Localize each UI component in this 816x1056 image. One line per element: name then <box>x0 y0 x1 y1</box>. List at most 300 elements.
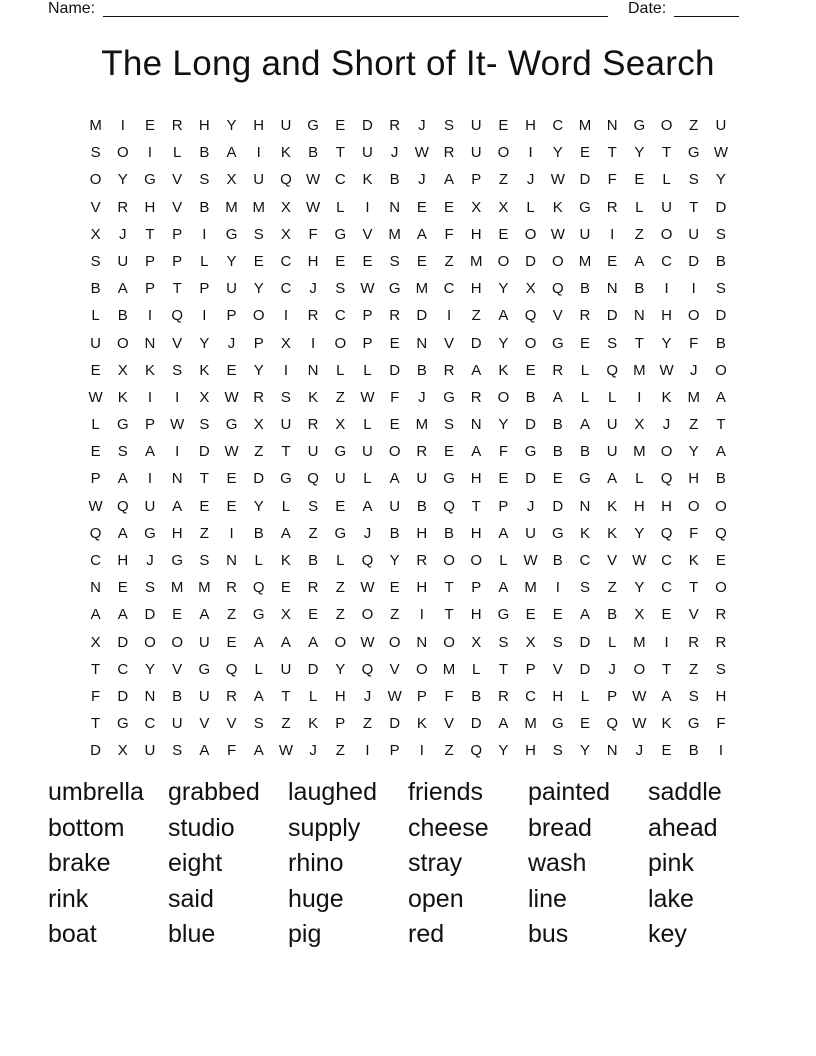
grid-letter: V <box>362 225 373 243</box>
grid-letter: D <box>144 606 156 624</box>
grid-letter: G <box>551 715 564 733</box>
grid-letter: J <box>119 225 127 243</box>
grid-letter: K <box>280 552 291 569</box>
grid-letter: T <box>444 579 454 597</box>
grid-letter: A <box>117 524 128 542</box>
grid-letter: M <box>415 280 429 298</box>
grid-letter: O <box>660 225 673 243</box>
grid-letter: T <box>335 144 345 162</box>
grid-letter: T <box>689 579 699 597</box>
grid-letter: R <box>470 388 482 406</box>
grid-letter: E <box>172 606 183 624</box>
grid-letter: A <box>471 443 482 461</box>
grid-letter: U <box>253 171 265 189</box>
grid-letter: K <box>117 388 128 406</box>
grid-letter: S <box>444 416 455 434</box>
grid-letter: O <box>497 252 510 270</box>
grid-letter: K <box>552 198 563 216</box>
grid-letter: A <box>253 633 264 651</box>
grid-letter: O <box>470 552 483 569</box>
grid-letter: D <box>470 334 482 352</box>
grid-letter: U <box>280 660 292 678</box>
date-label: Date: <box>628 0 667 17</box>
grid-letter: U <box>226 280 237 298</box>
grid-letter: M <box>415 416 429 434</box>
word-list-item: bottom <box>48 813 125 842</box>
grid-letter: I <box>637 388 642 406</box>
grid-letter: E <box>634 171 645 189</box>
grid-letter: B <box>715 252 726 270</box>
grid-letter: S <box>172 361 183 379</box>
grid-letter: E <box>226 497 237 515</box>
grid-letter: K <box>362 171 373 189</box>
grid-letter: Z <box>390 606 400 624</box>
grid-letter: D <box>525 416 537 434</box>
grid-letter: G <box>225 416 238 434</box>
grid-letter: C <box>280 280 292 298</box>
grid-letter: V <box>607 552 618 569</box>
grid-letter: N <box>606 742 618 760</box>
grid-letter: Y <box>579 742 590 760</box>
grid-letter: N <box>90 579 102 597</box>
grid-letter: W <box>360 633 375 651</box>
grid-letter: U <box>389 497 401 515</box>
grid-letter: C <box>661 252 672 270</box>
grid-letter: R <box>226 687 237 705</box>
grid-letter: A <box>498 715 509 733</box>
grid-letter: H <box>470 524 482 542</box>
grid-letter: E <box>117 579 128 597</box>
grid-letter: U <box>280 117 292 134</box>
grid-letter: S <box>715 225 726 243</box>
grid-letter: D <box>117 687 129 705</box>
grid-letter: H <box>307 252 319 270</box>
grid-letter: U <box>144 742 156 760</box>
grid-letter: O <box>361 606 374 624</box>
grid-letter: E <box>335 497 346 515</box>
grid-letter: L <box>254 660 263 678</box>
grid-letter: D <box>525 470 537 488</box>
grid-letter: M <box>524 579 537 597</box>
grid-letter: W <box>387 687 402 705</box>
grid-letter: O <box>116 334 129 352</box>
grid-letter: U <box>688 225 700 243</box>
grid-letter: B <box>308 144 319 162</box>
grid-letter: M <box>578 117 592 134</box>
grid-letter: L <box>635 470 644 488</box>
grid-letter: J <box>526 497 535 515</box>
grid-letter: E <box>498 117 509 134</box>
grid-letter: Z <box>199 524 209 542</box>
grid-letter: J <box>363 687 372 705</box>
grid-letter: B <box>688 742 699 760</box>
grid-letter: Q <box>606 361 618 379</box>
grid-letter: U <box>661 198 672 216</box>
grid-letter: Y <box>661 334 672 352</box>
grid-letter: G <box>334 225 347 243</box>
grid-letter: O <box>89 171 102 189</box>
word-list-item: line <box>528 884 567 913</box>
grid-letter: M <box>442 660 456 678</box>
grid-letter: X <box>117 742 128 760</box>
grid-letter: V <box>172 334 183 352</box>
grid-letter: D <box>253 470 265 488</box>
grid-letter: J <box>363 524 372 542</box>
grid-letter: L <box>580 361 590 379</box>
grid-letter: H <box>688 470 700 488</box>
grid-letter: S <box>688 687 699 705</box>
grid-letter: H <box>416 579 428 597</box>
grid-letter: F <box>390 388 400 406</box>
grid-letter: A <box>117 606 128 624</box>
grid-letter: I <box>555 579 560 597</box>
grid-letter: T <box>91 660 101 678</box>
grid-letter: M <box>633 361 646 379</box>
grid-letter: V <box>226 715 237 733</box>
grid-letter: W <box>306 171 321 189</box>
grid-letter: E <box>416 252 427 270</box>
grid-letter: I <box>147 388 153 406</box>
grid-letter: G <box>198 660 211 678</box>
grid-row <box>82 520 742 547</box>
grid-letter: J <box>662 416 671 434</box>
grid-letter: T <box>661 660 672 678</box>
grid-letter: R <box>307 416 319 434</box>
grid-letter: P <box>335 715 346 733</box>
grid-letter: L <box>363 416 372 434</box>
grid-letter: E <box>715 552 726 569</box>
grid-letter: L <box>607 633 617 651</box>
grid-letter: U <box>470 144 482 162</box>
grid-letter: J <box>689 361 698 379</box>
grid-letter: U <box>715 117 727 134</box>
grid-letter: P <box>144 252 155 270</box>
grid-letter: M <box>170 579 184 597</box>
grid-letter: V <box>552 307 563 325</box>
grid-letter: D <box>198 443 210 461</box>
grid-letter: J <box>309 280 317 298</box>
grid-letter: F <box>689 524 699 542</box>
grid-letter: N <box>470 416 482 434</box>
grid-letter: B <box>90 280 101 298</box>
grid-letter: I <box>365 742 370 760</box>
grid-letter: R <box>606 198 618 216</box>
grid-letter: D <box>579 171 591 189</box>
grid-letter: K <box>416 715 427 733</box>
grid-letter: Y <box>389 552 400 569</box>
grid-letter: Q <box>225 660 238 678</box>
word-list-item: ahead <box>648 813 718 842</box>
grid-letter: T <box>145 225 155 243</box>
grid-row <box>82 710 742 737</box>
grid-letter: F <box>444 687 454 705</box>
grid-letter: B <box>444 524 455 542</box>
grid-letter: X <box>335 416 346 434</box>
word-list-item: pig <box>288 920 322 948</box>
word-list-item: rink <box>48 884 89 913</box>
grid-row <box>82 493 742 520</box>
grid-letter: O <box>252 307 265 325</box>
grid-letter: O <box>687 307 700 325</box>
grid-letter: J <box>526 171 535 189</box>
grid-letter: K <box>661 388 672 406</box>
grid-letter: L <box>254 552 263 569</box>
grid-letter: T <box>199 470 209 488</box>
grid-letter: C <box>661 552 672 569</box>
grid-letter: P <box>144 416 155 434</box>
grid-letter: E <box>498 225 509 243</box>
grid-letter: D <box>552 497 564 515</box>
grid-row <box>82 357 742 384</box>
grid-letter: K <box>144 361 155 379</box>
grid-letter: V <box>389 660 400 678</box>
grid-letter: Q <box>660 470 673 488</box>
grid-letter: E <box>661 606 672 624</box>
grid-letter: Z <box>335 579 345 597</box>
grid-letter: S <box>199 416 210 434</box>
grid-letter: L <box>662 171 671 189</box>
grid-letter: M <box>469 252 483 270</box>
word-list-item: painted <box>528 778 611 806</box>
grid-row <box>82 574 742 601</box>
grid-letter: J <box>418 388 426 406</box>
grid-letter: Z <box>362 715 373 733</box>
grid-letter: Z <box>335 742 345 760</box>
grid-letter: L <box>308 687 318 705</box>
grid-letter: Y <box>144 660 155 678</box>
grid-letter: Z <box>607 579 617 597</box>
grid-letter: W <box>659 361 674 379</box>
word-list-item: cheese <box>408 813 489 842</box>
grid-letter: N <box>606 117 618 134</box>
grid-letter: O <box>524 225 537 243</box>
grid-letter: L <box>499 552 508 569</box>
grid-letter: T <box>498 660 508 678</box>
grid-letter: O <box>334 334 347 352</box>
grid-letter: B <box>715 334 726 352</box>
grid-letter: B <box>416 497 427 515</box>
grid-letter: F <box>444 225 454 243</box>
grid-row <box>82 601 742 628</box>
grid-letter: X <box>117 361 128 379</box>
grid-letter: V <box>90 198 101 216</box>
grid-letter: C <box>144 715 156 733</box>
grid-letter: Y <box>498 334 509 352</box>
grid-letter: B <box>579 443 590 461</box>
word-list-item: open <box>408 884 464 913</box>
grid-letter: Z <box>498 171 508 189</box>
grid-letter: Z <box>689 416 699 434</box>
grid-letter: I <box>419 742 424 760</box>
grid-letter: G <box>388 280 401 298</box>
grid-row <box>82 438 742 465</box>
grid-letter: O <box>388 633 401 651</box>
grid-letter: A <box>498 579 509 597</box>
grid-letter: W <box>414 144 429 162</box>
grid-letter: E <box>416 198 427 216</box>
grid-letter: C <box>334 171 346 189</box>
grid-letter: U <box>144 497 156 515</box>
grid-letter: B <box>416 361 427 379</box>
grid-letter: A <box>308 633 319 651</box>
grid-letter: E <box>90 361 101 379</box>
grid-letter: Y <box>253 497 264 515</box>
grid-letter: O <box>687 497 700 515</box>
grid-letter: W <box>278 742 293 760</box>
grid-letter: E <box>335 252 346 270</box>
grid-letter: N <box>171 470 183 488</box>
grid-letter: T <box>281 443 291 461</box>
grid-letter: N <box>633 307 645 325</box>
grid-letter: S <box>253 715 264 733</box>
grid-row <box>82 330 742 357</box>
grid-letter: A <box>199 606 210 624</box>
grid-letter: C <box>661 579 672 597</box>
grid-letter: Z <box>634 225 644 243</box>
grid-letter: P <box>90 470 101 488</box>
grid-letter: K <box>199 361 210 379</box>
grid-letter: A <box>199 742 210 760</box>
word-list-item: umbrella <box>48 778 144 806</box>
grid-letter: Q <box>551 280 564 298</box>
grid-letter: Z <box>281 715 291 733</box>
grid-letter: I <box>311 334 316 352</box>
grid-letter: B <box>199 198 210 216</box>
name-label: Name: <box>48 0 96 17</box>
word-list-item: grabbed <box>168 778 260 806</box>
grid-letter: K <box>579 524 590 542</box>
word-list-item: laughed <box>288 778 377 806</box>
grid-letter: G <box>116 715 129 733</box>
grid-letter: B <box>253 524 264 542</box>
grid-letter: H <box>470 470 482 488</box>
grid-letter: S <box>90 252 101 270</box>
grid-letter: Q <box>280 171 292 189</box>
grid-letter: E <box>498 470 509 488</box>
grid-letter: P <box>253 334 264 352</box>
grid-letter: O <box>715 579 727 597</box>
grid-letter: J <box>608 660 616 678</box>
grid-letter: S <box>117 443 128 461</box>
grid-letter: M <box>198 579 211 597</box>
grid-letter: K <box>308 715 319 733</box>
grid-letter: P <box>471 171 482 189</box>
grid-letter: P <box>172 252 183 270</box>
grid-letter: A <box>579 606 590 624</box>
grid-letter: P <box>172 225 183 243</box>
grid-letter: T <box>689 198 699 216</box>
grid-letter: E <box>552 606 563 624</box>
grid-letter: E <box>607 252 618 270</box>
grid-letter: B <box>471 687 482 705</box>
grid-letter: H <box>525 117 537 134</box>
grid-letter: A <box>498 524 509 542</box>
grid-letter: I <box>175 443 180 461</box>
grid-letter: Z <box>689 660 699 678</box>
grid-row <box>82 547 742 574</box>
grid-letter: P <box>199 280 210 298</box>
grid-letter: A <box>715 388 726 406</box>
grid-letter: U <box>198 633 210 651</box>
grid-letter: J <box>390 144 399 162</box>
grid-letter: E <box>226 470 237 488</box>
grid-letter: Z <box>335 606 345 624</box>
grid-row <box>82 683 742 710</box>
grid-letter: W <box>360 388 375 406</box>
grid-letter: X <box>525 280 536 298</box>
grid-letter: B <box>389 524 400 542</box>
grid-letter: C <box>117 660 129 678</box>
grid-letter: H <box>198 117 210 134</box>
grid-letter: Q <box>524 307 537 325</box>
grid-letter: V <box>552 660 563 678</box>
grid-letter: X <box>280 334 291 352</box>
grid-letter: L <box>472 660 481 678</box>
grid-letter: Y <box>634 144 645 162</box>
grid-letter: E <box>525 361 536 379</box>
grid-letter: A <box>552 388 563 406</box>
grid-letter: Z <box>444 742 454 760</box>
grid-letter: G <box>171 552 183 569</box>
grid-letter: R <box>552 361 564 379</box>
grid-letter: L <box>363 470 372 488</box>
grid-letter: N <box>606 280 618 298</box>
grid-letter: Z <box>308 524 318 542</box>
grid-letter: V <box>688 606 699 624</box>
grid-letter: N <box>389 198 401 216</box>
grid-letter: J <box>418 117 426 134</box>
grid-letter: W <box>360 579 375 597</box>
grid-letter: R <box>307 579 319 597</box>
grid-letter: W <box>632 552 647 569</box>
grid-letter: R <box>171 117 183 134</box>
grid-row <box>82 112 742 139</box>
grid-letter: G <box>497 606 510 624</box>
grid-letter: Z <box>226 606 237 624</box>
grid-letter: Y <box>634 579 645 597</box>
grid-letter: A <box>253 742 264 760</box>
grid-letter: N <box>144 334 156 352</box>
grid-letter: F <box>689 334 699 352</box>
grid-letter: W <box>306 198 321 216</box>
grid-letter: M <box>388 225 401 243</box>
grid-letter: G <box>687 144 700 162</box>
header <box>48 0 748 22</box>
grid-letter: X <box>280 225 291 243</box>
grid-letter: B <box>634 280 645 298</box>
grid-letter: W <box>550 225 565 243</box>
grid-letter: O <box>171 633 183 651</box>
grid-letter: G <box>524 443 537 461</box>
grid-letter: R <box>307 307 319 325</box>
grid-letter: G <box>334 524 347 542</box>
grid-letter: E <box>253 252 264 270</box>
grid-letter: F <box>226 742 237 760</box>
grid-letter: S <box>607 334 618 352</box>
grid-letter: O <box>524 334 537 352</box>
grid-letter: C <box>525 687 537 705</box>
grid-letter: L <box>336 198 345 216</box>
grid-letter: U <box>90 334 102 352</box>
grid-letter: A <box>362 497 373 515</box>
grid-letter: N <box>579 497 591 515</box>
grid-letter: B <box>172 687 183 705</box>
grid-letter: A <box>117 470 128 488</box>
grid-letter: M <box>225 198 238 216</box>
grid-letter: E <box>226 633 237 651</box>
grid-letter: A <box>172 497 183 515</box>
grid-letter: R <box>715 633 727 651</box>
